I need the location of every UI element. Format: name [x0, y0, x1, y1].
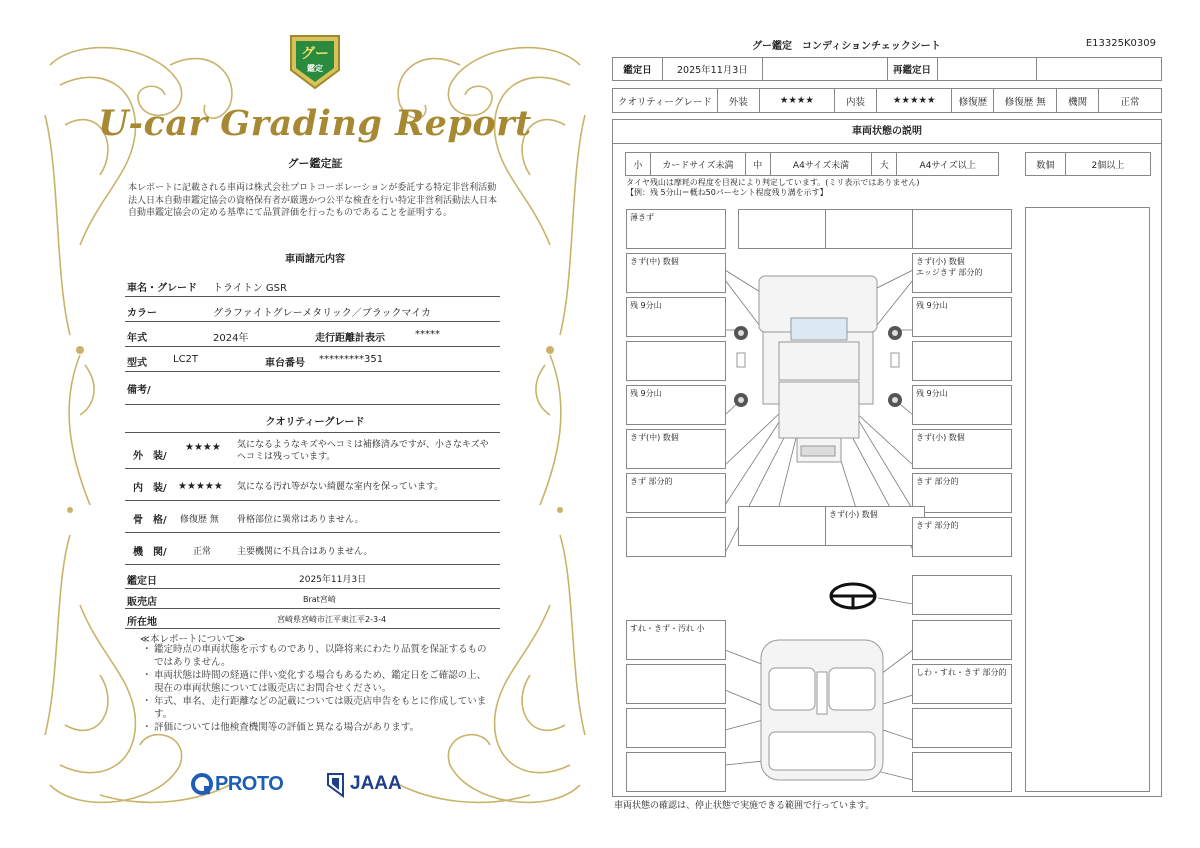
empty-cell	[762, 58, 887, 81]
date-value-cell: 2025年11月3日	[662, 58, 762, 81]
frame-label: 骨 格/	[133, 515, 167, 526]
callout-empty	[825, 209, 925, 249]
int-label-cell: 内装	[835, 89, 877, 113]
spec-row-name	[125, 272, 500, 297]
footer-logos	[40, 769, 590, 803]
grade-title-row	[125, 405, 500, 433]
note-bullet: ・	[142, 670, 152, 681]
proto-logo-icon	[190, 772, 214, 796]
note-item: ・ 年式、車名、走行距離などの記載については販売店申告をもとに作成しています。	[142, 696, 487, 720]
year-value: 2024年	[213, 333, 249, 344]
condition-check-sheet	[612, 30, 1164, 810]
color-label: カラー	[127, 308, 157, 319]
callout-empty	[912, 341, 1012, 381]
note-item: ・ 鑑定時点の車両状態を示すものであり、以降将来にわたり品質を保証するものではありません。	[142, 644, 487, 668]
sheet-code: E13325K0309	[1085, 38, 1156, 49]
qg-label-cell: クオリティーグレード	[613, 89, 718, 113]
sheet-footer-note: 車両状態の確認は、停止状態で実施できる範囲で行っています。	[614, 801, 875, 811]
notes-column-box	[1025, 207, 1150, 792]
eng-value-cell: 正常	[1099, 89, 1162, 113]
legend-small: 小	[626, 153, 651, 176]
grade-row-interior	[125, 469, 500, 501]
legend-large-desc: A4サイズ以上	[897, 153, 999, 176]
legend-large: 大	[872, 153, 897, 176]
interior-stars: ★★★★★	[178, 481, 223, 492]
shop-label: 販売店	[127, 597, 157, 608]
date-label-cell: 鑑定日	[613, 58, 663, 81]
color-value: グラファイトグレーメタリック／ブラックマイカ	[213, 308, 431, 319]
callout-front-left-upper: 薄きず	[626, 209, 726, 249]
engine-label: 機 関/	[133, 547, 167, 558]
mileage-label: 走行距離計表示	[315, 333, 385, 344]
engine-value: 正常	[193, 547, 212, 557]
exterior-label: 外 装/	[133, 451, 167, 462]
spec-row-model	[125, 347, 500, 372]
callout-tire-rear-left: 残 9分山	[626, 385, 726, 425]
callout-empty	[626, 341, 726, 381]
callout-tire-front-left: 残 9分山	[626, 297, 726, 337]
legend-count-desc: 2個以上	[1065, 153, 1150, 176]
grade-summary-table	[612, 88, 1162, 113]
exterior-desc: 気になるようなキズやヘコミは補修済みですが、小さなキズやヘコミは残っています。	[237, 440, 489, 462]
name-label: 車名・グレード	[127, 283, 197, 294]
callout-tire-front-right: 残 9分山	[912, 297, 1012, 337]
callout-empty	[912, 209, 1012, 249]
chassis-value: *********351	[319, 354, 384, 365]
frame-value: 修復歴 無	[180, 515, 219, 525]
note-bullet: ・	[142, 644, 152, 655]
callout-rear-right: きず(小) 数個	[912, 429, 1012, 469]
jaaa-logo: JAAA	[350, 773, 402, 794]
int-value-cell: ★★★★★	[877, 89, 952, 113]
callout-interior-front: すれ・きず・汚れ 小	[626, 620, 726, 660]
address-label: 所在地	[127, 617, 157, 628]
report-script-title: U-car Grading Report	[98, 103, 532, 144]
interior-desc: 気になる汚れ等がない綺麗な室内を保っています。	[237, 482, 444, 492]
proto-logo: PROTO	[215, 773, 284, 795]
exterior-stars: ★★★★	[185, 442, 221, 453]
engine-desc: 主要機関に不具合はありません。	[237, 547, 373, 557]
goo-kantei-badge	[287, 30, 343, 92]
quality-grade-title: クオリティーグレード	[265, 417, 365, 428]
info-row-date	[125, 565, 500, 589]
shop-value: Brat宮崎	[303, 595, 336, 604]
certificate-body: 本レポートに記載される車両は株式会社プロトコーポレーションが委託する特定非営利活動法人日本自動車鑑定協会の資格保有者が厳選かつ公平な検査を行い特定非営利活動法人日本自動車鑑定協会の定める基準にて品質評価を行ったものであることを証明する。	[128, 183, 498, 218]
date-table	[612, 57, 1162, 81]
info-row-shop	[125, 589, 500, 609]
certificate-title: グー鑑定証	[287, 157, 343, 170]
tire-note-line2: 【例：残 5分山＝概ね50パーセント程度残り溝を示す】	[626, 188, 828, 197]
legend-count: 数個	[1026, 153, 1066, 176]
rep-label-cell: 修復歴	[952, 89, 994, 113]
count-legend-table	[1025, 152, 1151, 176]
frame-desc: 骨格部位に異常はありません。	[237, 515, 364, 525]
callout-front-left: きず(中) 数個	[626, 253, 726, 293]
spec-row-year	[125, 322, 500, 347]
note-item: ・ 車両状態は時間の経過に伴い変化する場合もあるため、鑑定日をご確認の上、現在の車両状態については販売店にお問合せください。	[142, 670, 487, 694]
callout-empty	[626, 708, 726, 748]
note-item: ・ 評価については他検査機関等の評価と異なる場合があります。	[142, 722, 420, 733]
remarks-label: 備考/	[127, 385, 151, 396]
jaaa-logo-icon	[325, 772, 347, 798]
steering-wheel-icon	[831, 584, 875, 608]
chassis-label: 車台番号	[265, 358, 305, 369]
ext-value-cell: ★★★★	[759, 89, 834, 113]
rep-value-cell: 修復歴 無	[994, 89, 1057, 113]
grade-row-exterior	[125, 433, 500, 469]
spec-row-color	[125, 297, 500, 322]
name-value: トライトン GSR	[213, 283, 287, 294]
callout-empty	[738, 209, 838, 249]
date-value: 2025年11月3日	[299, 575, 367, 585]
eng-label-cell: 機関	[1057, 89, 1099, 113]
grade-row-engine	[125, 533, 500, 565]
callout-empty	[912, 620, 1012, 660]
callout-empty	[738, 506, 838, 546]
legend-medium-desc: A4サイズ未満	[770, 153, 872, 176]
grade-row-frame	[125, 501, 500, 533]
condition-section-title: 車両状態の説明	[613, 120, 1161, 144]
badge-text-top: グー	[301, 46, 329, 62]
callout-empty	[626, 517, 726, 557]
grading-certificate	[40, 25, 590, 815]
legend-small-desc: カードサイズ未満	[650, 153, 745, 176]
model-label: 型式	[127, 358, 147, 369]
legend-medium: 中	[745, 153, 770, 176]
callout-rear-left: きず(中) 数個	[626, 429, 726, 469]
interior-label: 内 装/	[133, 483, 167, 494]
callout-empty	[626, 752, 726, 792]
callout-interior-seat: しわ・すれ・きず 部分的	[912, 664, 1012, 704]
reinspect-label-cell: 再鑑定日	[887, 58, 937, 81]
callout-empty	[626, 664, 726, 704]
badge-text-bottom: 鑑定	[307, 64, 323, 73]
callout-bed-rear: きず 部分的	[912, 517, 1012, 557]
ext-label-cell: 外装	[717, 89, 759, 113]
sheet-title: グー鑑定 コンディションチェックシート	[752, 41, 941, 52]
tire-note-line1: タイヤ残山は摩耗の程度を目視により判定しています。(ミリ表示ではありません)	[626, 178, 920, 187]
callout-tailgate: きず(小) 数個	[825, 506, 925, 546]
date-label: 鑑定日	[127, 576, 157, 587]
callout-tire-rear-right: 残 9分山	[912, 385, 1012, 425]
mileage-value: *****	[415, 329, 440, 340]
empty-cell	[1037, 58, 1162, 81]
note-bullet: ・	[142, 722, 152, 733]
callout-bed-left: きず 部分的	[626, 473, 726, 513]
year-label: 年式	[127, 333, 147, 344]
address-value: 宮崎県宮崎市江平東江平2-3-4	[277, 615, 387, 624]
spec-section-title: 車両諸元内容	[285, 254, 345, 265]
vehicle-condition-box	[612, 119, 1162, 797]
spec-row-remarks	[125, 372, 500, 405]
callout-front-right: きず(小) 数個 エッジきず 部分的	[912, 253, 1012, 293]
callout-bed-right: きず 部分的	[912, 473, 1012, 513]
note-bullet: ・	[142, 696, 152, 707]
callout-steering	[912, 575, 1012, 615]
notes-heading: ≪本レポートについて≫	[140, 634, 246, 645]
callout-empty	[912, 752, 1012, 792]
reinspect-value-cell	[937, 58, 1037, 81]
callout-empty	[912, 708, 1012, 748]
info-row-address	[125, 609, 500, 629]
model-value: LC2T	[173, 354, 199, 365]
